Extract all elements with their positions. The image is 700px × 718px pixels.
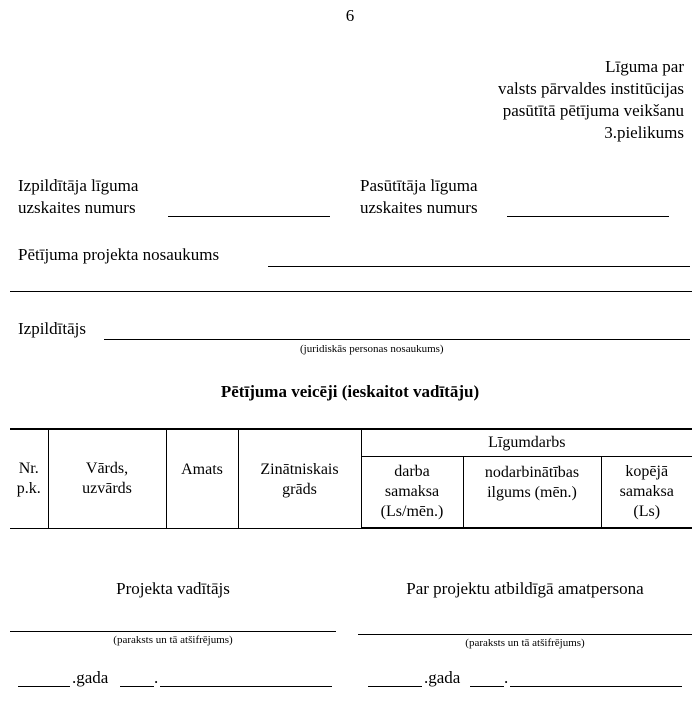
project-name-field-line2[interactable] xyxy=(10,291,692,292)
executor-contract-label xyxy=(18,175,138,219)
client-contract-label-line1: Pasūtītāja līguma xyxy=(360,176,478,195)
col-header-nr xyxy=(10,429,48,528)
section-title: Pētījuma veicēji (ieskaitot vadītāju) xyxy=(220,382,480,401)
project-leader-signature-field[interactable] xyxy=(10,631,336,632)
responsible-official-date-year-field[interactable] xyxy=(368,686,422,687)
col-header-duration xyxy=(463,456,601,528)
col-header-position-text: Amats xyxy=(181,461,223,478)
responsible-official-date-dot: . xyxy=(504,668,509,687)
col-header-total-line2: samaksa xyxy=(619,482,674,500)
header-line-3: pasūtītā pētījuma veikšanu xyxy=(502,101,684,120)
col-header-duration-line2: ilgums (mēn.) xyxy=(487,483,577,501)
client-contract-label xyxy=(360,175,478,219)
col-header-salary-line2: samaksa xyxy=(384,482,440,500)
executor-caption: (juridiskās personas nosaukums) xyxy=(300,343,444,355)
col-header-total-line1: kopējā xyxy=(625,462,669,480)
col-header-name-line1: Vārds, xyxy=(85,459,129,477)
header-line-4: 3.pielikums xyxy=(604,123,684,142)
project-leader-date-year-label: .gada xyxy=(72,668,109,687)
responsible-official-date-day-field[interactable] xyxy=(470,686,504,687)
col-header-name-line2: uzvārds xyxy=(82,479,132,497)
col-header-degree-line2: grāds xyxy=(282,481,317,498)
project-leader-signature-caption: (paraksts un tā atšifrējums) xyxy=(113,634,233,646)
col-header-position xyxy=(166,429,238,528)
col-header-duration-line1: nodarbinātības xyxy=(484,463,580,481)
project-leader-date-day-field[interactable] xyxy=(120,686,154,687)
col-header-salary xyxy=(361,456,463,528)
col-header-degree-line1: Zinātniskais xyxy=(260,461,339,478)
header-line-2: valsts pārvaldes institūcijas xyxy=(497,79,684,98)
responsible-official-title: Par projektu atbildīgā amatpersona xyxy=(406,579,644,598)
project-leader-date-year-field[interactable] xyxy=(18,686,70,687)
col-header-salary-line3: (Ls/mēn.) xyxy=(380,502,444,520)
page-number: 6 xyxy=(345,6,355,25)
responsible-official-date-year-label: .gada xyxy=(424,668,461,687)
col-header-salary-line1: darba xyxy=(394,462,430,480)
project-leader-title: Projekta vadītājs xyxy=(116,579,230,598)
header-line-1: Līguma par xyxy=(605,57,684,76)
client-contract-label-line2: uzskaites numurs xyxy=(360,198,478,217)
col-group-contract-work xyxy=(361,429,692,456)
col-group-contract-work-text: Līgumdarbs xyxy=(488,433,566,451)
project-leader-date-dot: . xyxy=(154,668,159,687)
appendix-header xyxy=(498,56,684,144)
executor-label: Izpildītājs xyxy=(18,319,86,338)
responsible-official-date-month-field[interactable] xyxy=(510,686,682,687)
col-header-degree xyxy=(238,429,361,528)
project-name-field[interactable] xyxy=(268,266,690,267)
client-contract-number-field[interactable] xyxy=(507,216,669,217)
executor-contract-label-line1: Izpildītāja līguma xyxy=(18,176,139,195)
staff-table xyxy=(10,428,692,529)
col-header-total-line3: (Ls) xyxy=(633,502,661,520)
project-name-label: Pētījuma projekta nosaukums xyxy=(18,245,220,264)
executor-contract-label-line2: uzskaites numurs xyxy=(18,198,136,217)
col-header-total xyxy=(601,456,692,528)
col-header-name xyxy=(48,429,166,528)
col-header-nr-line2: p.k. xyxy=(16,479,41,497)
col-header-nr-line1: Nr. xyxy=(18,459,39,477)
executor-contract-number-field[interactable] xyxy=(168,216,330,217)
executor-field[interactable] xyxy=(104,339,690,340)
responsible-official-signature-field[interactable] xyxy=(358,634,692,635)
project-leader-date-month-field[interactable] xyxy=(160,686,332,687)
responsible-official-signature-caption: (paraksts un tā atšifrējums) xyxy=(465,637,585,649)
